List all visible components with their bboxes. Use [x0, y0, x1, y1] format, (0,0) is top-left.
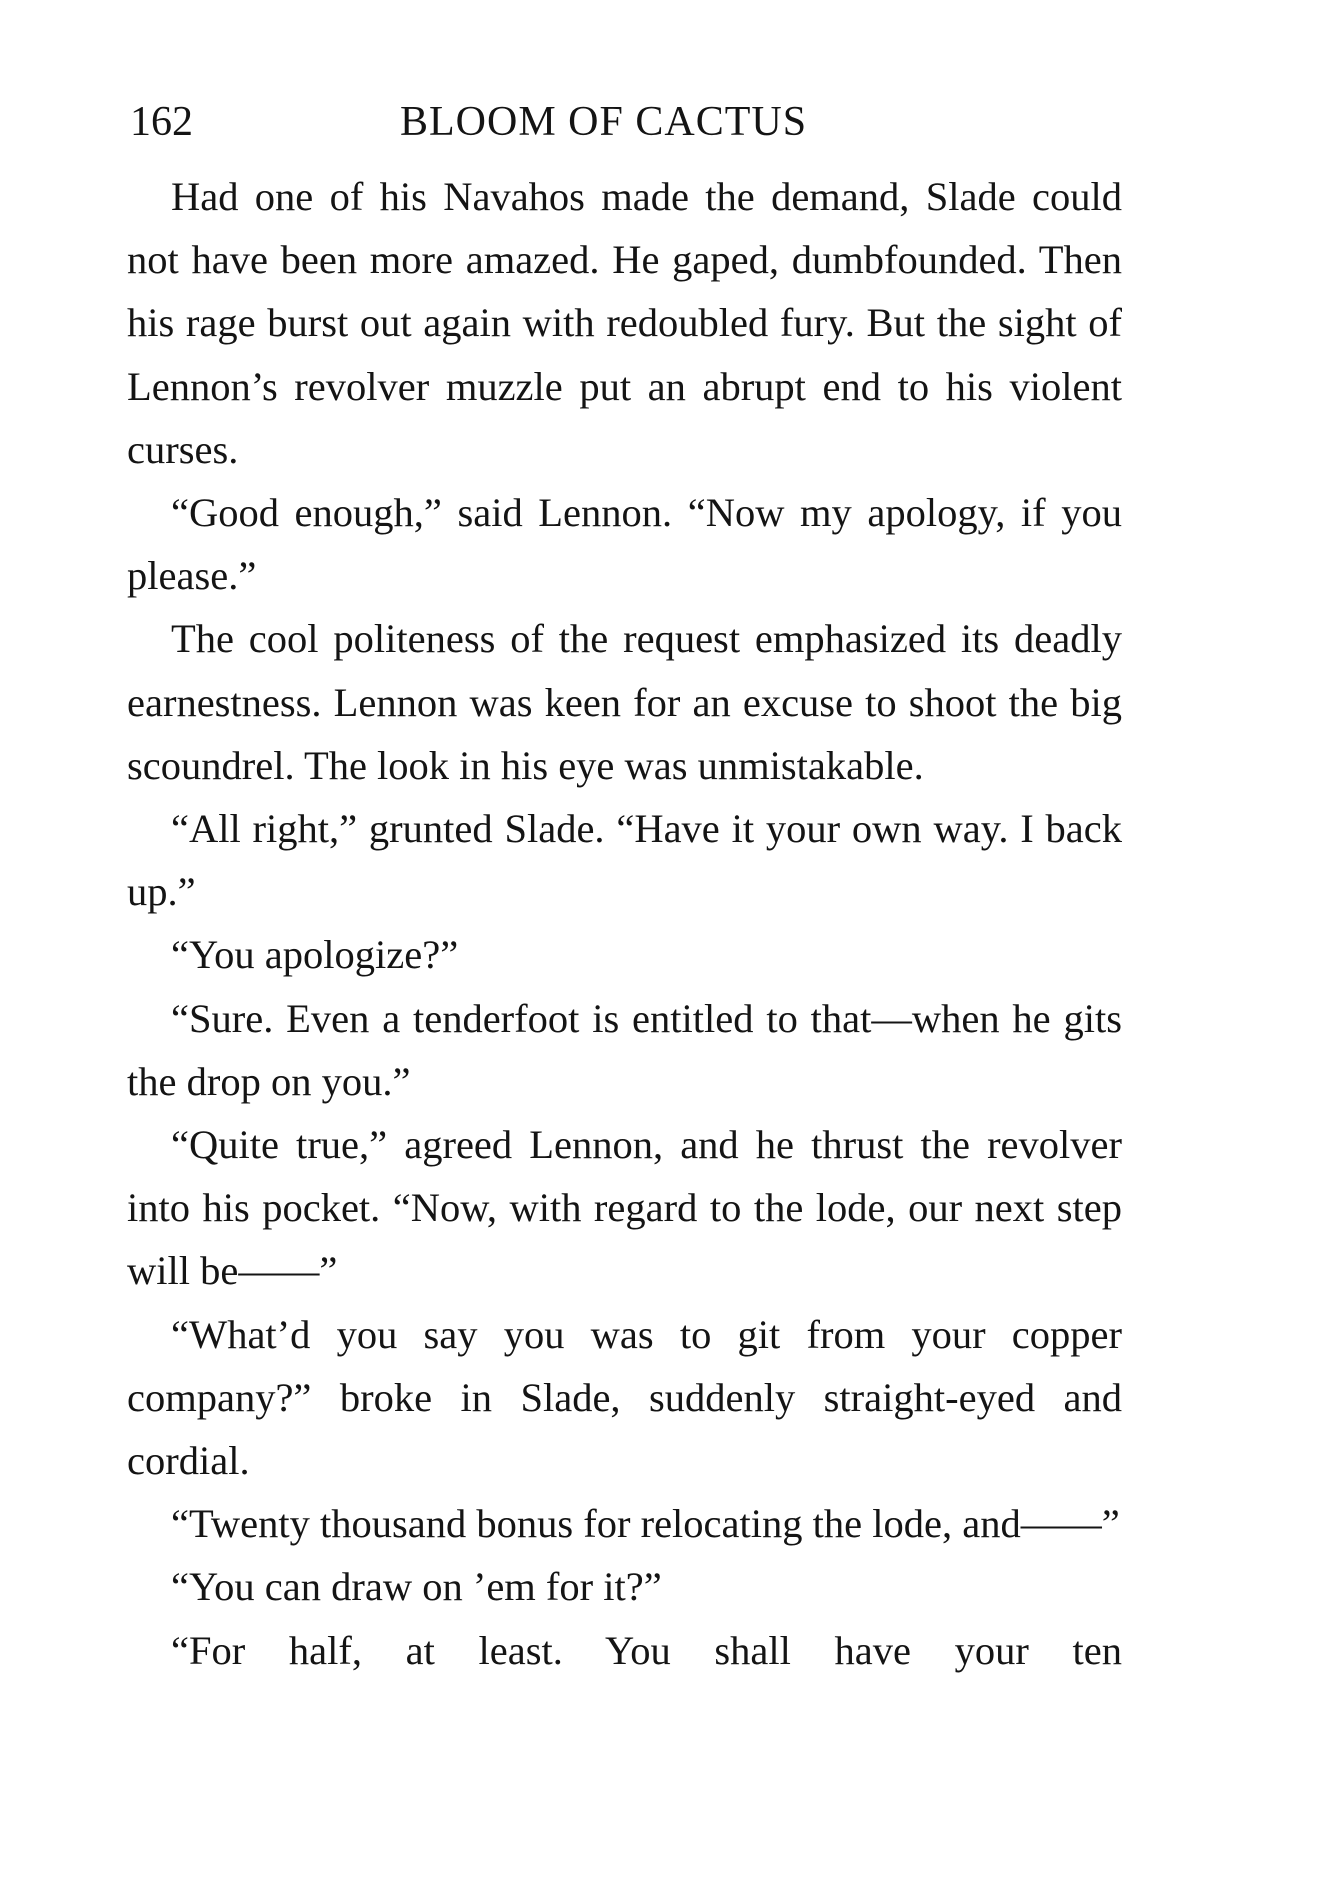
paragraph: “All right,” grunted Slade. “Have it your own way. I back up.” [127, 806, 1122, 915]
paragraph: “Twenty thousand bonus for relocating the lode, and——” [171, 1501, 1120, 1547]
paragraph: “What’d you say you was to git from your copper company?” broke in Slade, suddenly straight-eyed and cordial. [127, 1311, 1122, 1484]
paragraph: “For half, at least. You shall have your ten [171, 1627, 1122, 1673]
paragraph: “Quite true,” agreed Lennon, and he thrust the revolver into his pocket. “Now, with regard to the lode, our next step will be——” [127, 1122, 1122, 1294]
page-number: 162 [130, 99, 193, 145]
paragraph: The cool politeness of the request emphasized its deadly earnestness. Lennon was keen for an excuse to shoot the big scoundrel. The look in his eye was unmistakable. [127, 616, 1122, 788]
paragraph: “You apologize?” [171, 932, 459, 978]
paragraph: “You can draw on ’em for it?” [171, 1564, 662, 1610]
book-title: BLOOM OF CACTUS [400, 99, 808, 145]
running-head [130, 92, 1120, 152]
paragraph: “Sure. Even a tenderfoot is entitled to that—when he gits the drop on you.” [127, 995, 1122, 1104]
paragraph: “Good enough,” said Lennon. “Now my apology, if you please.” [127, 490, 1122, 599]
body-text [127, 165, 1122, 1682]
paragraph: Had one of his Navahos made the demand, Slade could not have been more amazed. He gaped, dumbfounded. Then his rage burst out again with redoubled fury. But the sight of Lennon’s revolver muzzle put an abrupt end to his violent curses. [127, 174, 1122, 472]
